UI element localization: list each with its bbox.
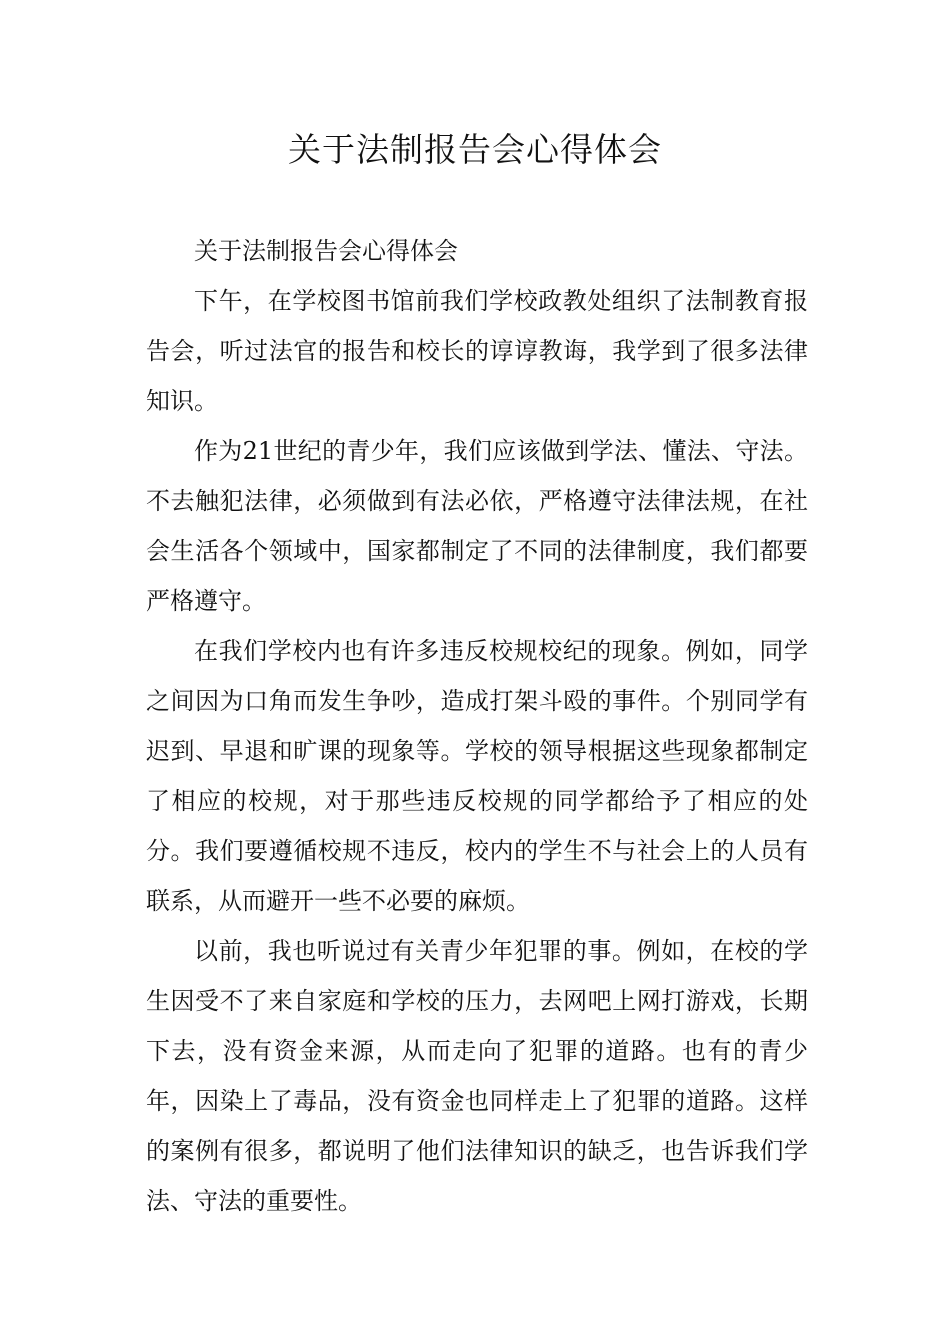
paragraph-1: 下午，在学校图书馆前我们学校政教处组织了法制教育报告会，听过法官的报告和校长的谆谆教诲，我学到了很多法律知识。 — [146, 287, 808, 415]
paragraph-heading: 关于法制报告会心得体会 — [194, 237, 458, 265]
paragraph-4: 以前，我也听说过有关青少年犯罪的事。例如，在校的学生因受不了来自家庭和学校的压力，去网吧上网打游戏，长期下去，没有资金来源，从而走向了犯罪的道路。也有的青少年，因染上了毒品，没有资金也同样走上了犯罪的道路。这样的案例有很多，都说明了他们法律知识的缺乏，也告诉我们学法、守法的重要性。 — [146, 937, 808, 1215]
paragraph-3: 在我们学校内也有许多违反校规校纪的现象。例如，同学之间因为口角而发生争吵，造成打架斗殴的事件。个别同学有迟到、早退和旷课的现象等。学校的领导根据这些现象都制定了相应的校规，对于那些违反校规的同学都给予了相应的处分。我们要遵循校规不违反，校内的学生不与社会上的人员有联系，从而避开一些不必要的麻烦。 — [146, 637, 808, 915]
document-body — [146, 226, 808, 1226]
document-title: 关于法制报告会心得体会 — [288, 130, 662, 169]
paragraph-2: 作为21世纪的青少年，我们应该做到学法、懂法、守法。不去触犯法律，必须做到有法必依，严格遵守法律法规，在社会生活各个领域中，国家都制定了不同的法律制度，我们都要严格遵守。 — [146, 437, 808, 615]
